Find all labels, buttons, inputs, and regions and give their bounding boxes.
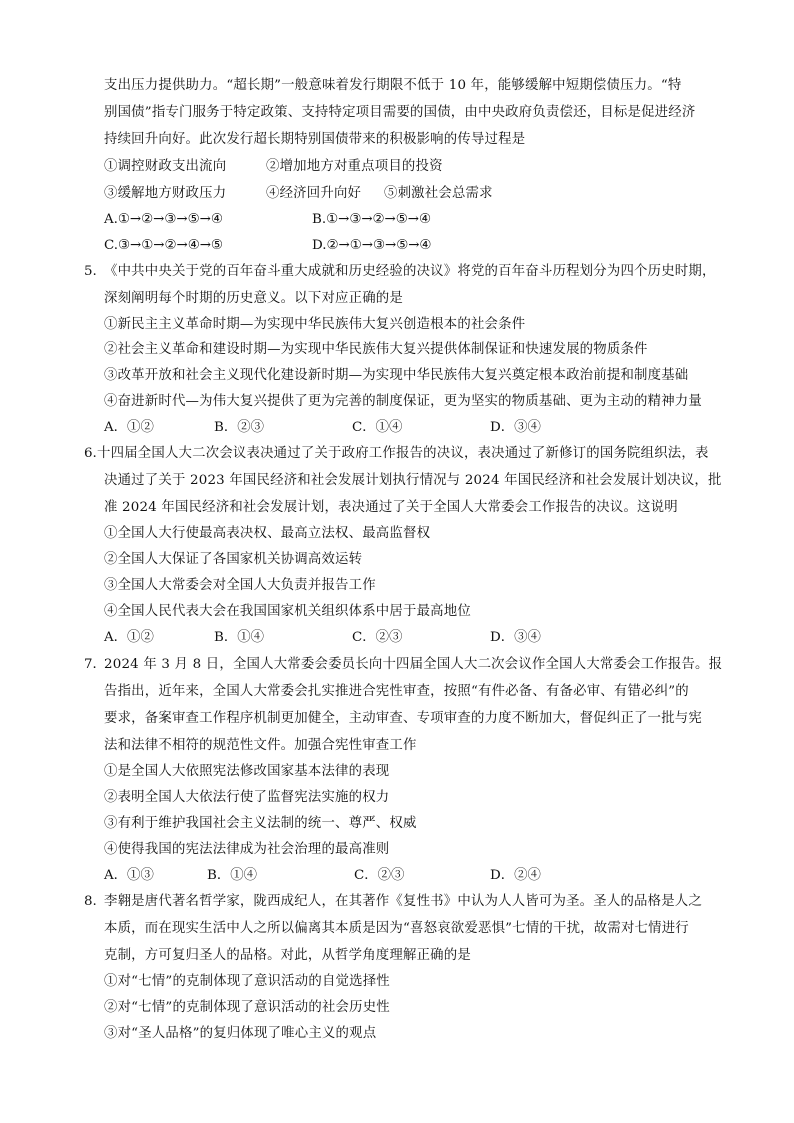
q4-item-1: ①调控财政支出流向 <box>104 159 227 174</box>
q5-item-1: ①新民主主义革命时期—为实现中华民族伟大复兴创造根本的社会条件 <box>104 317 526 332</box>
q8-text-line-3: 克制，方可复归圣人的品格。对此，从哲学角度理解正确的是 <box>104 948 471 963</box>
q8-item-2: ②对“七情”的克制体现了意识活动的社会历史性 <box>104 1000 390 1015</box>
q5-text-line-2: 深刻阐明每个时期的历史意义。以下对应正确的是 <box>104 291 403 306</box>
q5-number: 5. <box>84 264 97 279</box>
q5-item-2: ②社会主义革命和建设时期—为实现中华民族伟大复兴提供体制保证和快速发展的物质条件 <box>104 342 648 357</box>
q7-option-a[interactable]: A．①③ <box>104 868 154 883</box>
q6-item-1: ①全国人大行使最高表决权、最高立法权、最高监督权 <box>104 526 431 541</box>
q4-option-d[interactable]: D.②→①→③→⑤→④ <box>312 238 432 253</box>
q4-option-c[interactable]: C.③→①→②→④→⑤ <box>104 238 223 253</box>
q7-text-line-1: 2024 年 3 月 8 日，全国人大常委会委员长向十四届全国人大二次会议作全国人大常委会工作报告。报 <box>104 657 723 672</box>
q7-text-line-4: 法和法律不相符的规范性文件。加强合宪性审查工作 <box>104 738 417 753</box>
q5-option-c[interactable]: C．①④ <box>352 420 403 435</box>
q4-item-2: ②增加地方对重点项目的投资 <box>266 159 443 174</box>
q6-text-line-2: 决通过了关于 2023 年国民经济和社会发展计划执行情况与 2024 年国民经济和社会发展计划决议，批 <box>104 473 722 488</box>
q6-option-c[interactable]: C．②③ <box>352 630 403 645</box>
q7-item-2: ②表明全国人大依法行使了监督宪法实施的权力 <box>104 790 390 805</box>
q6-option-a[interactable]: A．①② <box>104 630 154 645</box>
q7-number: 7． <box>84 657 106 672</box>
q6-number: 6. <box>84 446 97 461</box>
q8-number: 8. <box>84 894 97 909</box>
q4-text-line-1: 支出压力提供助力。“超长期”一般意味着发行期限不低于 10 年，能够缓解中短期偿债压力。“特 <box>104 78 682 93</box>
q7-text-line-2: 告指出，近年来，全国人大常委会扎实推进合宪性审查，按照“有件必备、有备必审、有错必纠”的 <box>104 684 689 699</box>
q6-item-4: ④全国人民代表大会在我国国家机关组织体系中居于最高地位 <box>104 604 471 619</box>
q4-item-3: ③缓解地方财政压力 <box>104 186 227 201</box>
q7-option-c[interactable]: C．②③ <box>354 868 405 883</box>
q4-option-a[interactable]: A.①→②→③→⑤→④ <box>104 212 223 227</box>
q6-item-3: ③全国人大常委会对全国人大负责并报告工作 <box>104 578 376 593</box>
q5-option-a[interactable]: A．①② <box>104 420 154 435</box>
q4-item-4: ④经济回升向好 <box>266 186 362 201</box>
q8-text-line-2: 本质，而在现实生活中人之所以偏离其本质是因为“喜怒哀欲爱恶惧”七情的干扰，故需对七情进行 <box>104 921 689 936</box>
q8-item-1: ①对“七情”的克制体现了意识活动的自觉选择性 <box>104 974 390 989</box>
q6-option-b[interactable]: B．①④ <box>214 630 265 645</box>
q7-text-line-3: 要求，备案审查工作程序机制更加健全，主动审查、专项审查的力度不断加大，督促纠正了一批与宪 <box>104 711 702 726</box>
q7-option-b[interactable]: B．①④ <box>207 868 258 883</box>
q6-text-line-3: 准 2024 年国民经济和社会发展计划，表决通过了关于全国人大常委会工作报告的决议。这说明 <box>104 500 678 515</box>
q7-option-d[interactable]: D．②④ <box>490 868 541 883</box>
q7-item-1: ①是全国人大依照宪法修改国家基本法律的表现 <box>104 764 390 779</box>
q4-text-line-3: 持续回升向好。此次发行超长期特别国债带来的积极影响的传导过程是 <box>104 132 526 147</box>
q8-item-3: ③对“圣人品格”的复归体现了唯心主义的观点 <box>104 1026 377 1041</box>
q5-option-d[interactable]: D．③④ <box>490 420 541 435</box>
q6-option-d[interactable]: D．③④ <box>490 630 541 645</box>
q4-text-line-2: 别国债”指专门服务于特定政策、支持特定项目需要的国债，由中央政府负责偿还，目标是促进经济 <box>104 105 696 120</box>
q5-item-3: ③改革开放和社会主义现代化建设新时期—为实现中华民族伟大复兴奠定根本政治前提和制度基础 <box>104 368 689 383</box>
q7-item-3: ③有利于维护我国社会主义法制的统一、尊严、权威 <box>104 816 417 831</box>
q6-item-2: ②全国人大保证了各国家机关协调高效运转 <box>104 552 363 567</box>
q5-option-b[interactable]: B．②③ <box>214 420 265 435</box>
q6-text-line-1: 十四届全国人大二次会议表决通过了关于政府工作报告的决议，表决通过了新修订的国务院组织法，表 <box>97 446 709 461</box>
q5-text-line-1: 《中共中央关于党的百年奋斗重大成就和历史经验的决议》将党的百年奋斗历程划分为四个历史时期， <box>104 264 716 279</box>
q5-item-4: ④奋进新时代—为伟大复兴提供了更为完善的制度保证，更为坚实的物质基础、更为主动的精神力量 <box>104 394 702 409</box>
q7-item-4: ④使得我国的宪法法律成为社会治理的最高准则 <box>104 842 390 857</box>
q4-item-5: ⑤刺激社会总需求 <box>384 186 493 201</box>
q4-option-b[interactable]: B.①→③→②→⑤→④ <box>312 212 431 227</box>
q8-text-line-1: 李翱是唐代著名哲学家，陇西成纪人，在其著作《复性书》中认为人人皆可为圣。圣人的品格是人之 <box>104 894 702 909</box>
